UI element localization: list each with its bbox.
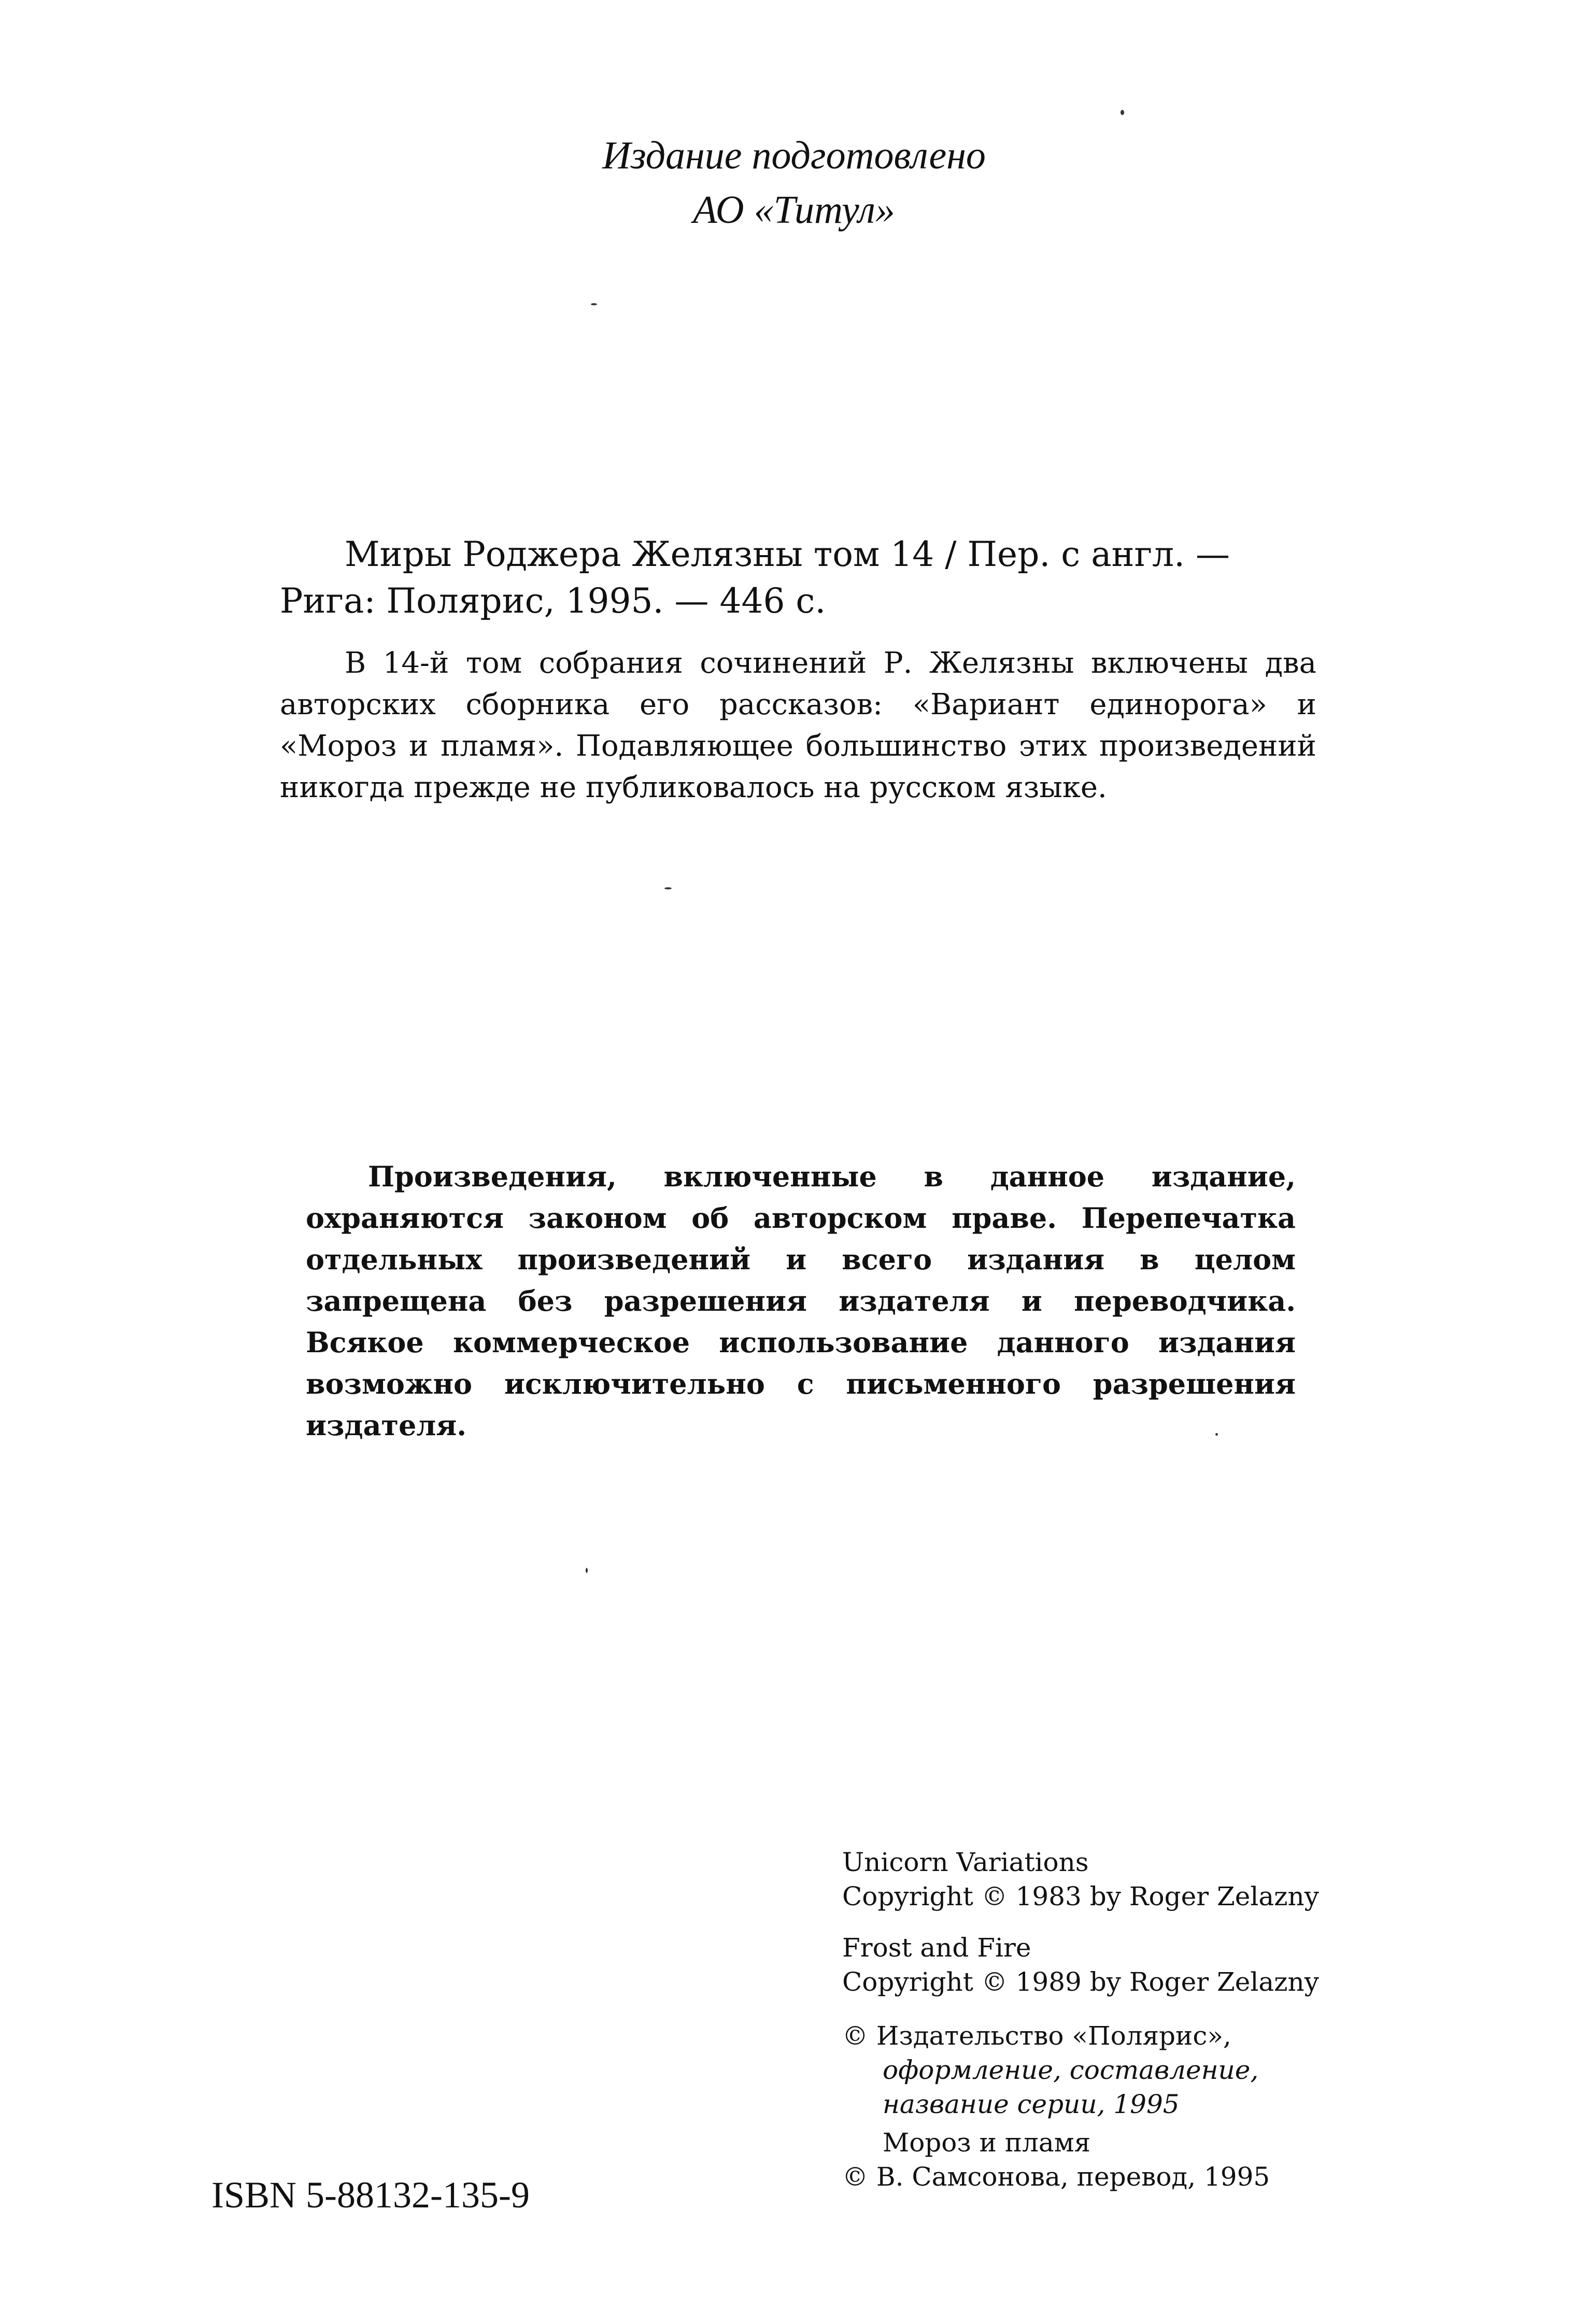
work-copyright-1983: Copyright © 1983 by Roger Zelazny — [842, 1881, 1319, 1911]
publisher-credit-line-1: Издание подготовлено — [602, 134, 986, 177]
original-copyright-1 — [842, 1845, 1412, 1914]
copyright-notice: Произведения, включенные в данное издание, охраняются законом об авторском праве. Перепечатка отдельных произведений и всего издания в целом запрещена без разрешения издателя и переводчика. Всякое коммерческое использование данного издания возможно исключительно с письменного разрешения издателя. — [306, 1160, 1296, 1442]
publisher-copyright-line-1: © Издательство «Полярис», — [842, 2021, 1231, 2051]
work-title-frost-and-fire: Frost and Fire — [842, 1933, 1031, 1963]
publisher-credit-line-2: АО «Титул» — [693, 188, 895, 232]
work-copyright-1989: Copyright © 1989 by Roger Zelazny — [842, 1967, 1319, 1997]
original-copyright-2 — [842, 1931, 1412, 1999]
book-annotation: В 14-й том собрания сочинений Р. Желязны включены два авторских сборника его рассказов: «Вариант единорога» и «Мороз и пламя». Подавляющее большинство этих произведений никогда прежде не публиковалось на русском языке. — [280, 646, 1316, 804]
isbn-number: ISBN 5-88132-135-9 — [211, 2174, 530, 2216]
publisher-copyright-line-2: оформление, составление, — [883, 2055, 1259, 2085]
scan-speck — [1215, 1433, 1218, 1436]
work-title-unicorn-variations: Unicorn Variations — [842, 1847, 1089, 1877]
translation-title: Мороз и пламя — [883, 2128, 1091, 2158]
translation-copyright: © В. Самсонова, перевод, 1995 — [842, 2162, 1270, 2192]
scan-speck — [586, 1568, 588, 1573]
scan-speck — [664, 887, 672, 889]
publisher-copyright — [842, 2019, 1412, 2194]
bibliographic-entry-line-2: Рига: Полярис, 1995. — 446 с. — [280, 581, 826, 621]
publisher-copyright-line-3: название серии, 1995 — [883, 2089, 1180, 2119]
bibliographic-entry-line-1: Миры Роджера Желязны том 14 / Пер. с англ. — — [345, 534, 1230, 574]
scan-speck — [591, 303, 597, 305]
scan-speck — [1121, 110, 1124, 115]
